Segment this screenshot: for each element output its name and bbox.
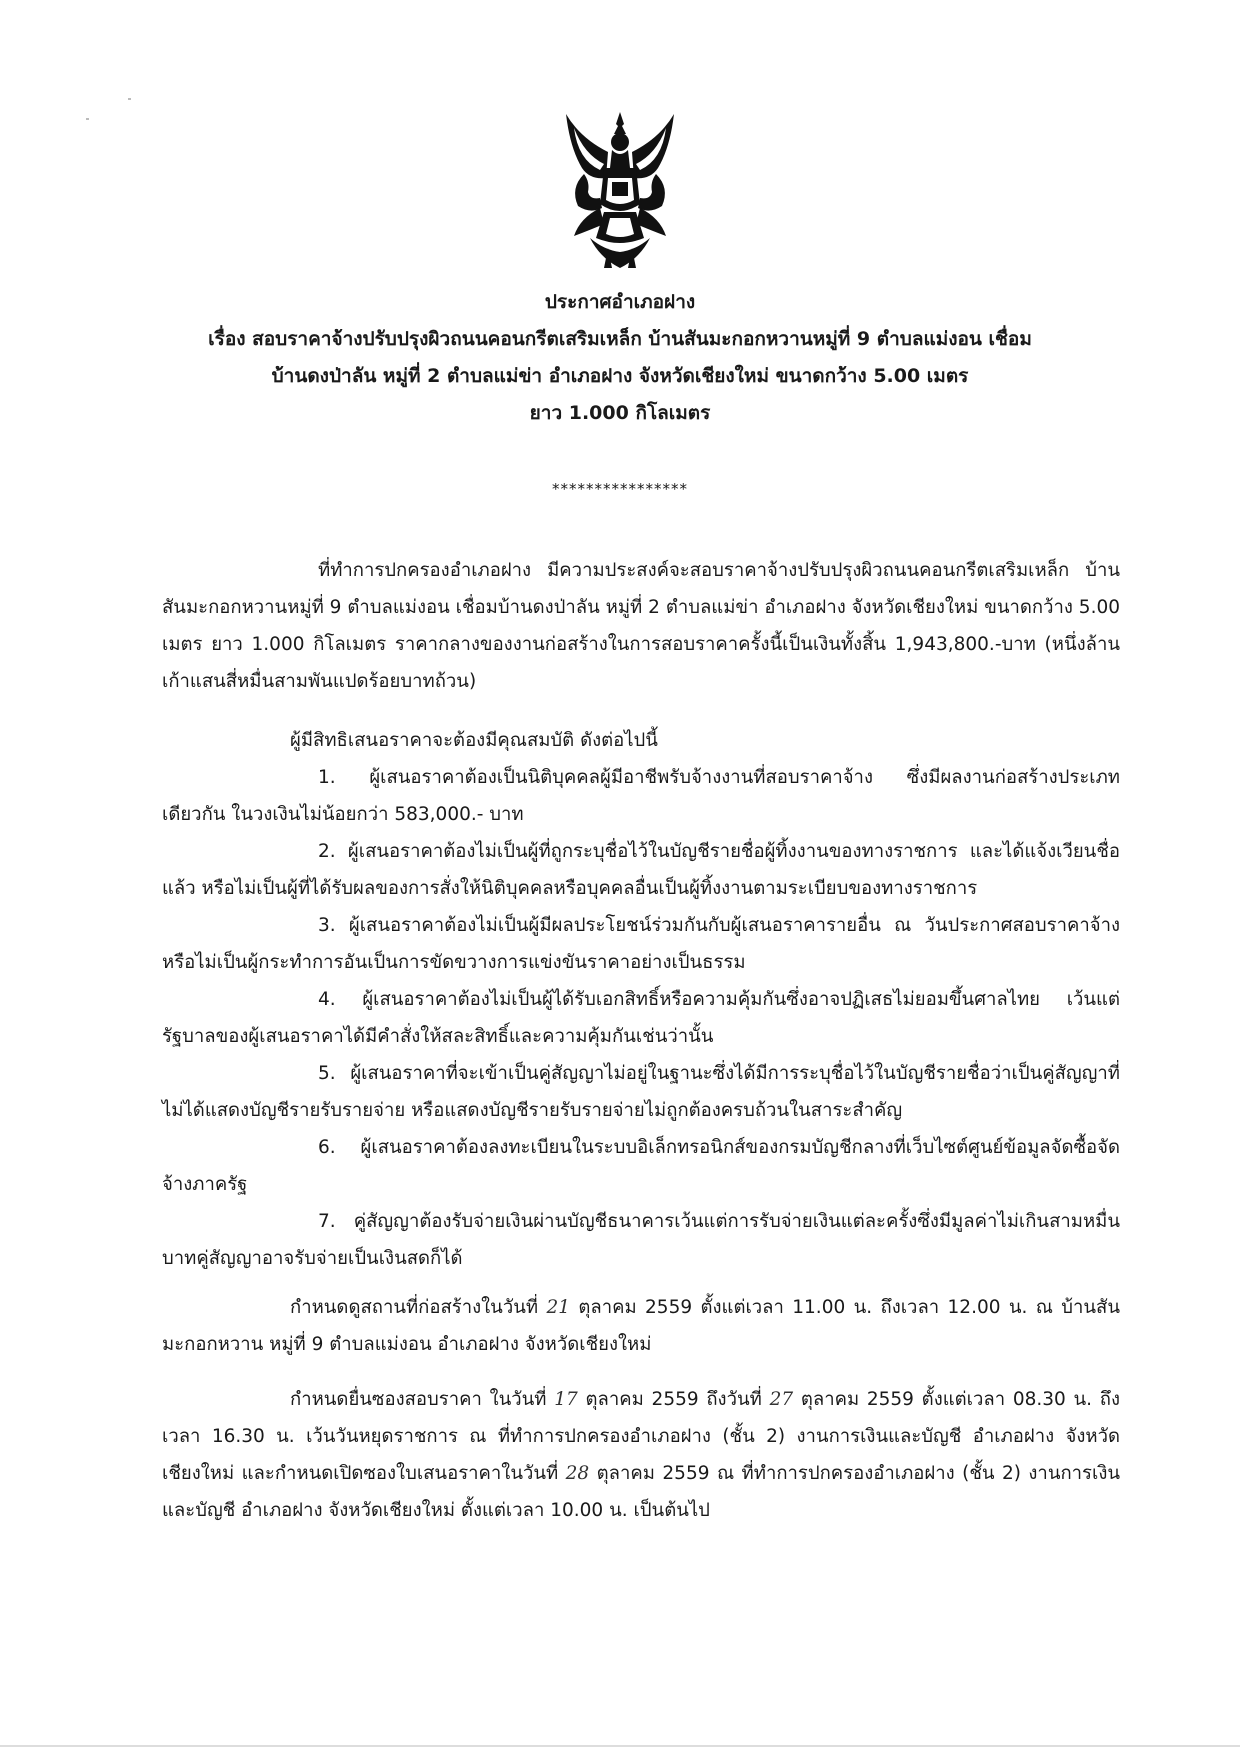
qualification-item-4	[162, 981, 1120, 1055]
qualification-text-7: 7. คู่สัญญาต้องรับจ่ายเงินผ่านบัญชีธนาคารเว้นแต่การรับจ่ายเงินแต่ละครั้งซึ่งมีมูลค่าไม่เกินสามหมื่นบาทคู่สัญญาอาจรับจ่ายเป็นเงินสดก็ได้	[162, 1211, 1120, 1269]
submit-mid2: ตุลาคม 2559 ตั้งแต่เวลา 08.30 น. ถึงเวลา 16.30 น. เว้นวันหยุดราชการ ณ ที่ทำการปกครองอำเภอฝาง (ชั้น 2) งานการเงินและบัญชี อำเภอฝาง จังหวัดเชียงใหม่ และกำหนดเปิดซองใบเสนอราคาในวันที่	[162, 1389, 1120, 1484]
qualification-text-5: 5. ผู้เสนอราคาที่จะเข้าเป็นคู่สัญญาไม่อยู่ในฐานะซึ่งได้มีการระบุชื่อไว้ในบัญชีรายชื่อว่าเป็นคู่สัญญาที่ไม่ได้แสดงบัญชีรายรับรายจ่าย หรือแสดงบัญชีรายรับรายจ่ายไม่ถูกต้องครบถ้วนในสาระสำคัญ	[162, 1063, 1120, 1121]
divider-stars: ****************	[552, 480, 688, 498]
open-day: 28	[565, 1463, 590, 1484]
intro-paragraph	[162, 552, 1120, 700]
qualification-text-1: 1. ผู้เสนอราคาต้องเป็นนิติบุคคลผู้มีอาชีพรับจ้างงานที่สอบราคาจ้าง ซึ่งมีผลงานก่อสร้างประเภทเดียวกัน ในวงเงินไม่น้อยกว่า 583,000.- บาท	[162, 767, 1120, 825]
submit-mid: ตุลาคม 2559 ถึงวันที่	[585, 1389, 762, 1410]
scan-speck	[128, 98, 131, 100]
subject-line-2: บ้านดงป่าลัน หมู่ที่ 2 ตำบลแม่ข่า อำเภอฝาง จังหวัดเชียงใหม่ ขนาดกว้าง 5.00 เมตร	[271, 365, 969, 387]
announcement-title	[150, 284, 1090, 321]
qualification-text-4: 4. ผู้เสนอราคาต้องไม่เป็นผู้ได้รับเอกสิทธิ์หรือความคุ้มกันซึ่งอาจปฏิเสธไม่ยอมขึ้นศาลไทย เว้นแต่รัฐบาลของผู้เสนอราคาได้มีคำสั่งให้สละสิทธิ์และความคุ้มกันเช่นว่านั้น	[162, 989, 1120, 1047]
site-visit-post: ตุลาคม 2559 ตั้งแต่เวลา 11.00 น. ถึงเวลา 12.00 น. ณ บ้านสันมะกอกหวาน หมู่ที่ 9 ตำบลแม่งอน อำเภอฝาง จังหวัดเชียงใหม่	[162, 1297, 1120, 1355]
qualification-item-7	[162, 1203, 1120, 1277]
qualification-item-1	[162, 759, 1120, 833]
submit-post: ตุลาคม 2559 ณ ที่ทำการปกครองอำเภอฝาง (ชั้น 2) งานการเงินและบัญชี อำเภอฝาง จังหวัดเชียงใหม่ ตั้งแต่เวลา 10.00 น. เป็นต้นไป	[162, 1463, 1120, 1521]
qualification-text-2: 2. ผู้เสนอราคาต้องไม่เป็นผู้ที่ถูกระบุชื่อไว้ในบัญชีรายชื่อผู้ทิ้งงานของทางราชการ และได้แจ้งเวียนชื่อแล้ว หรือไม่เป็นผู้ที่ได้รับผลของการสั่งให้นิติบุคคลหรือบุคคลอื่นเป็นผู้ทิ้งงานตามระเบียบของทางราชการ	[162, 841, 1120, 899]
subject-line-3: ยาว 1.000 กิโลเมตร	[529, 402, 711, 424]
garuda-emblem-icon	[560, 108, 680, 273]
qualifications-heading-text: ผู้มีสิทธิเสนอราคาจะต้องมีคุณสมบัติ ดังต่อไปนี้	[290, 730, 658, 751]
scan-edge	[0, 1745, 1240, 1747]
qualification-text-3: 3. ผู้เสนอราคาต้องไม่เป็นผู้มีผลประโยชน์ร่วมกันกับผู้เสนอราคารายอื่น ณ วันประกาศสอบราคาจ้าง หรือไม่เป็นผู้กระทำการอันเป็นการขัดขวางการแข่งขันราคาอย่างเป็นธรรม	[162, 915, 1120, 973]
qualification-item-2	[162, 833, 1120, 907]
site-visit-day: 21	[546, 1297, 570, 1318]
intro-text: ที่ทำการปกครองอำเภอฝาง มีความประสงค์จะสอบราคาจ้างปรับปรุงผิวถนนคอนกรีตเสริมเหล็ก บ้านสันมะกอกหวานหมู่ที่ 9 ตำบลแม่งอน เชื่อมบ้านดงป่าลัน หมู่ที่ 2 ตำบลแม่ข่า อำเภอฝาง จังหวัดเชียงใหม่ ขนาดกว้าง 5.00 เมตร ยาว 1.000 กิโลเมตร ราคากลางของงานก่อสร้างในการสอบราคาครั้งนี้เป็นเงินทั้งสิ้น 1,943,800.-บาท (หนึ่งล้านเก้าแสนสี่หมื่นสามพันแปดร้อยบาทถ้วน)	[162, 560, 1120, 692]
qualification-text-6: 6. ผู้เสนอราคาต้องลงทะเบียนในระบบอิเล็กทรอนิกส์ของกรมบัญชีกลางที่เว็บไซต์ศูนย์ข้อมูลจัดซื้อจัดจ้างภาครัฐ	[162, 1137, 1120, 1195]
site-visit-paragraph	[162, 1289, 1120, 1363]
submit-day-to: 27	[769, 1389, 794, 1410]
qualification-item-3	[162, 907, 1120, 981]
qualification-item-5	[162, 1055, 1120, 1129]
site-visit-pre: กำหนดดูสถานที่ก่อสร้างในวันที่	[290, 1297, 539, 1318]
qualifications-heading	[162, 722, 1120, 759]
qualification-item-6	[162, 1129, 1120, 1203]
scan-speck	[86, 118, 89, 120]
submit-pre: กำหนดยื่นซองสอบราคา ในวันที่	[290, 1389, 547, 1410]
org-title: ประกาศอำเภอฝาง	[544, 291, 696, 313]
subject-line-1: เรื่อง สอบราคาจ้างปรับปรุงผิวถนนคอนกรีตเสริมเหล็ก บ้านสันมะกอกหวานหมู่ที่ 9 ตำบลแม่งอน เชื่อม	[208, 328, 1032, 350]
subject-block	[150, 321, 1090, 432]
submission-paragraph	[162, 1381, 1120, 1529]
submit-day-from: 17	[554, 1389, 578, 1410]
